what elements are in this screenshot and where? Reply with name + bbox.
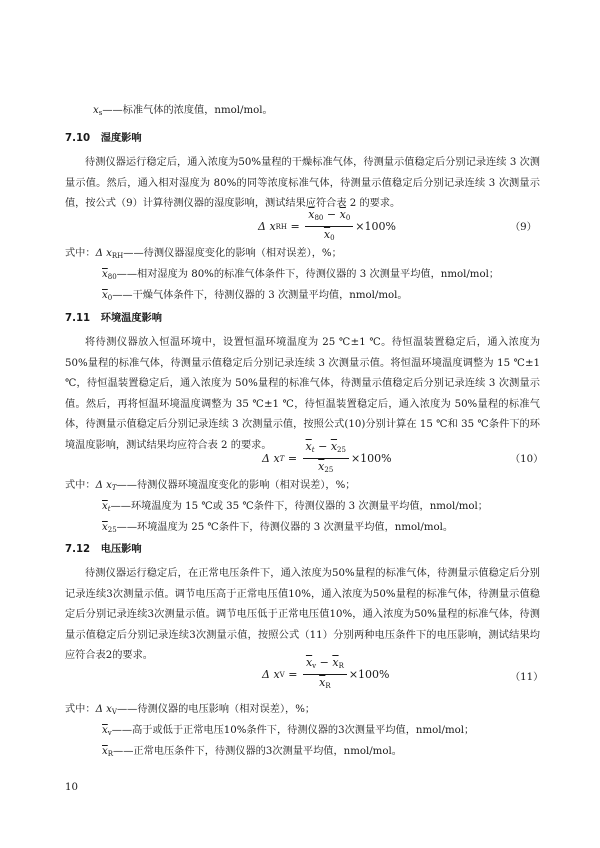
def-subscript: 0 [107,294,113,302]
intro-definition [93,104,273,120]
symbol: x [93,105,99,116]
definition-text: ——标准气体的浓度值，nmol/mol。 [102,105,273,116]
eq-term-a-sub: 80 [314,214,324,222]
def-text: ——待测仪器湿度变化的影响（相对误差），%； [123,248,342,259]
definition-row [65,721,474,742]
eq-term-a: $\overline{x}$ [305,440,312,453]
eq-fraction [305,208,353,245]
page-number: 10 [65,782,78,793]
def-symbol: $\overline{x}$ [102,522,108,533]
def-text: ——环境温度为 25 ℃条件下，待测仪器的 3 次测量平均值，nmol/mol。 [116,522,454,533]
def-subscript: t [107,505,111,513]
eq-term-a-sub: t [311,446,315,454]
def-subscript: 25 [107,526,117,534]
def-symbol: Δ x [95,480,112,491]
eq-term-a-sub: v [312,662,317,670]
eq-term-b: $\overline{x}$ [332,656,339,669]
section-title: 电压影响 [100,544,142,555]
def-symbol: Δ x [95,704,112,715]
equation-9: Δ x RH = $\frac{\overline{x}_{80} - \overline{x}_0}{\overline{x}_0}$ ×100% [258,208,396,245]
eq-tail: ×100% [350,452,392,465]
def-subscript: R [107,750,114,758]
definition-row [65,700,474,721]
def-subscript: T [111,484,117,492]
def-symbol: $\overline{x}$ [102,501,108,512]
def-subscript: V [111,708,117,716]
eq-term-a: $\overline{x}$ [308,208,315,221]
definitions-7-11 [65,476,488,539]
def-symbol: $\overline{x}$ [102,725,108,736]
def-text: ——环境温度为 15 ℃或 35 ℃条件下，待测仪器的 3 次测量平均值，nmol/mol； [110,501,488,512]
def-text: ——干燥气体条件下，待测仪器的 3 次测量平均值，nmol/mol。 [112,290,408,301]
eq-den-sub: 25 [324,466,334,474]
eq-den-term: $\overline{x}$ [318,460,325,473]
symbol-subscript: s [98,109,103,117]
def-subscript: v [107,729,112,737]
eq-lhs: Δ x [262,668,280,681]
eq-numerator [303,440,349,459]
eq-fraction [303,440,349,477]
def-text: ——正常电压条件下，待测仪器的3次测量平均值，nmol/mol。 [113,746,402,757]
paragraph-7-11: 将待测仪器放入恒温环境中，设置恒温环境温度为 25 ℃±1 ℃。待恒温装置稳定后，通入浓度为 50%量程的标准气体，待测量示值稳定后分别记录连续 3 次测量示值。将恒温环境温度调整为 15 ℃±1 ℃，待恒温装置稳定后，通入浓度为 50%量程的标准气体，待测量示值稳定后分别记录连续 3 次测量示值。然后，再将恒温环境温度调整为 35 ℃±1 ℃，待恒温装置稳定后，通入浓度为 50%量程的标准气体，待测量示值稳定后分别记录连续 3 次测量示值，按照公式(10)分别计算在 15 ℃和 35 ℃条件下的环境温度影响，测试结果均应符合表 2 的要求。 [65,337,540,451]
eq-fraction [303,656,347,693]
section-heading-7-10 [65,129,142,144]
section-number: 7.10 [65,133,91,144]
equation-11: Δ x V = $\frac{\overline{x}_v - \overline{x}_R}{\overline{x}_R}$ ×100% [262,656,390,693]
eq-minus: − [323,208,340,221]
eq-term-a: $\overline{x}$ [305,656,313,669]
def-text: ——待测仪器环境温度变化的影响（相对误差），%； [116,480,356,491]
eq-numerator [305,208,353,227]
definition-row [65,497,488,518]
def-text: ——高于或低于正常电压10%条件下，待测仪器的3次测量平均值，nmol/mol； [111,725,475,736]
def-text: ——待测仪器的电压影响（相对误差），%； [116,704,316,715]
eq-minus: − [316,656,333,669]
section-number: 7.12 [65,544,91,555]
eq-den-sub: 0 [330,234,335,242]
where-label: 式中： [65,704,96,715]
section-number: 7.11 [65,313,91,324]
eq-den-term: $\overline{x}$ [319,676,326,689]
paragraph-7-10: 待测仪器运行稳定后，通入浓度为50%量程的干燥标准气体，待测量示值稳定后分别记录连续 3 次测量示值。然后，通入相对湿度为 80%的同等浓度标准气体，待测量示值稳定后分别记录连续 3 次测量示值，按公式（9）计算待测仪器的湿度影响，测试结果应符合表 2 的要求。 [65,157,540,209]
eq-lhs: Δ x [258,220,276,233]
definitions-7-10 [65,244,499,307]
eq-term-b: $\overline{x}$ [330,440,338,453]
eq-tail: ×100% [355,220,396,233]
eq-term-b-sub: 25 [337,446,346,454]
definition-row [65,476,488,497]
where-label: 式中： [65,248,96,259]
section-title: 湿度影响 [100,133,142,144]
equation-number-10: （10） [510,454,544,465]
equation-10: Δ x T = $\frac{\overline{x}_t - \overline{x}_{25}}{\overline{x}_{25}}$ ×100% [262,440,392,477]
eq-term-b: $\overline{x}$ [339,208,346,221]
def-subscript: 80 [107,273,117,281]
eq-lhs-subscript: V [279,670,285,679]
eq-lhs-subscript: T [279,454,285,463]
eq-den-term: $\overline{x}$ [323,228,331,241]
definition-row [65,244,499,265]
eq-term-b-sub: R [338,662,344,670]
eq-term-b-sub: 0 [345,214,351,222]
eq-denominator [324,227,335,245]
definition-row [65,518,488,539]
section-heading-7-11 [65,309,162,324]
eq-denominator [318,459,333,477]
def-symbol: $\overline{x}$ [102,269,108,280]
eq-den-sub: R [325,682,331,690]
paragraph-7-12: 待测仪器运行稳定后，在正常电压条件下，通入浓度为50%量程的标准气体，待测量示值稳定后分别记录连续3次测量示值。调节电压高于正常电压值10%，通入浓度为50%量程的标准气体，待测量示值稳定后分别记录连续3次测量示值。调节电压低于正常电压值10%，通入浓度为50%量程的标准气体，待测量示值稳定后分别记录连续3次测量示值，按照公式（11）分别两种电压条件下的电压影响，测试结果均应符合表2的要求。 [65,568,540,661]
definition-row [65,742,474,763]
eq-tail: ×100% [348,668,390,681]
definitions-7-12 [65,700,474,763]
definition-row [65,265,499,286]
equation-number-11: （11） [510,672,544,683]
eq-lhs-subscript: RH [275,222,288,231]
def-symbol: $\overline{x}$ [102,290,108,301]
eq-minus: − [314,440,331,453]
section-heading-7-12 [65,540,142,555]
where-label: 式中： [65,480,96,491]
definition-row [65,286,499,307]
def-subscript: RH [111,252,124,260]
def-symbol: $\overline{x}$ [102,746,108,757]
section-title: 环境温度影响 [100,313,162,324]
def-text: ——相对湿度为 80%的标准气体条件下，待测仪器的 3 次测量平均值，nmol/mol； [116,269,500,280]
eq-numerator [303,656,347,675]
eq-denominator [319,675,331,693]
def-symbol: Δ x [95,248,112,259]
equation-number-9: （9） [510,222,537,233]
eq-lhs: Δ x [262,452,280,465]
